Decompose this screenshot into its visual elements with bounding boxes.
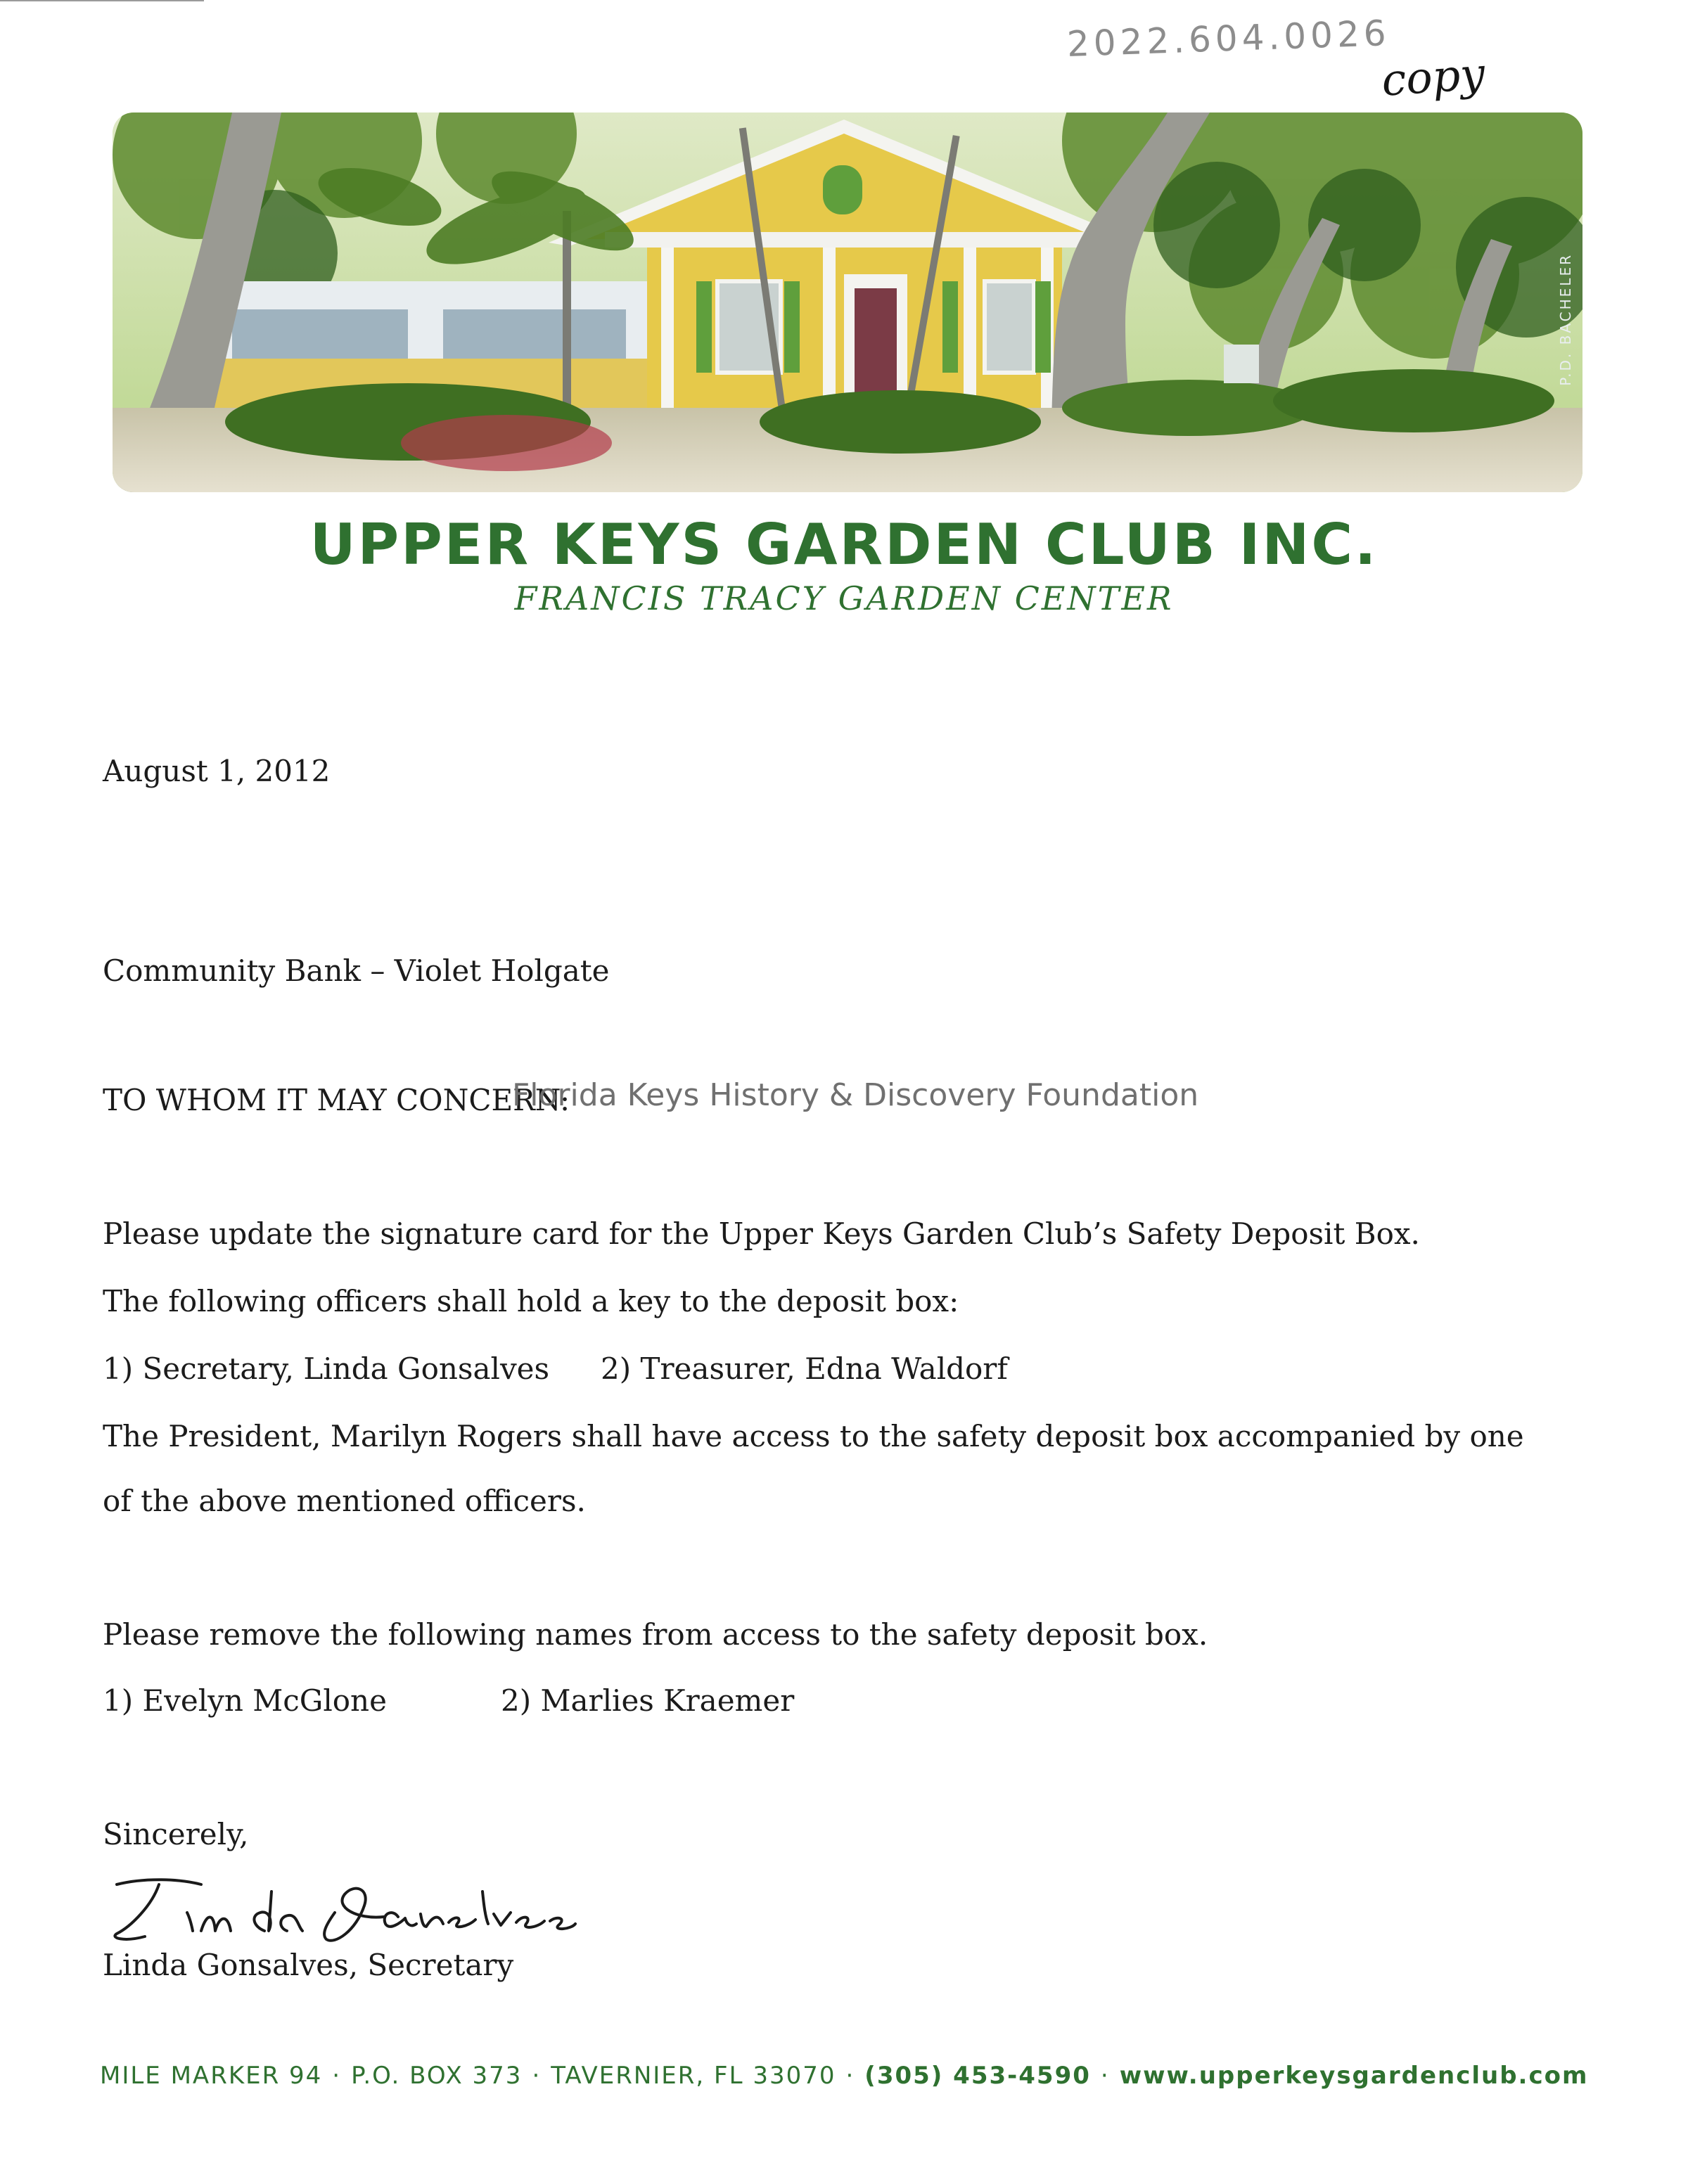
letterhead-footer	[100, 2062, 1588, 2090]
paragraph-2-line-2: of the above mentioned officers.	[103, 1484, 586, 1518]
footer-separator: ·	[1100, 2062, 1110, 2090]
garden-center-house-illustration	[113, 113, 1582, 492]
footer-separator: ·	[332, 2062, 342, 2090]
header-photo	[113, 113, 1582, 492]
signer-name: Linda Gonsalves, Secretary	[103, 1948, 514, 1982]
footer-website: www.upperkeysgardenclub.com	[1119, 2062, 1589, 2090]
paragraph-1-line-1: Please update the signature card for the Upper Keys Garden Club’s Safety Deposit Box.	[103, 1216, 1420, 1251]
key-holder-2: 2) Treasurer, Edna Waldorf	[601, 1351, 1008, 1386]
copy-mark: copy	[1380, 47, 1487, 106]
handwritten-signature	[103, 1863, 581, 1955]
footer-phone: (305) 453-4590	[864, 2062, 1091, 2090]
photo-credit: P.D. BACHELER	[1557, 253, 1574, 386]
footer-separator: ·	[845, 2062, 855, 2090]
paragraph-1-line-2: The following officers shall hold a key to the deposit box:	[103, 1284, 959, 1318]
removed-name-1: 1) Evelyn McGlone	[103, 1683, 387, 1718]
key-holder-1: 1) Secretary, Linda Gonsalves	[103, 1351, 550, 1386]
foundation-watermark: Florida Keys History & Discovery Foundation	[512, 1077, 1199, 1113]
club-subtitle: FRANCIS TRACY GARDEN CENTER	[514, 579, 1174, 617]
paragraph-3: Please remove the following names from access to the safety deposit box.	[103, 1617, 1208, 1652]
footer-address-city: TAVERNIER, FL 33070	[551, 2062, 836, 2090]
paragraph-2-line-1: The President, Marilyn Rogers shall have access to the safety deposit box accompanied by one	[103, 1419, 1524, 1453]
letter-date: August 1, 2012	[103, 754, 331, 788]
removed-name-2: 2) Marlies Kraemer	[501, 1683, 795, 1718]
footer-address-po-box: P.O. BOX 373	[351, 2062, 523, 2090]
accession-number: 2022.604.0026	[1066, 12, 1391, 65]
club-name: UPPER KEYS GARDEN CLUB INC.	[309, 512, 1379, 577]
letter-recipient: Community Bank – Violet Holgate	[103, 953, 610, 988]
footer-separator: ·	[532, 2062, 542, 2090]
top-scan-edge	[0, 0, 204, 1]
letter-closing: Sincerely,	[103, 1817, 249, 1851]
footer-address-mile-marker: MILE MARKER 94	[100, 2062, 323, 2090]
letter-salutation: TO WHOM IT MAY CONCERN:	[103, 1083, 570, 1117]
